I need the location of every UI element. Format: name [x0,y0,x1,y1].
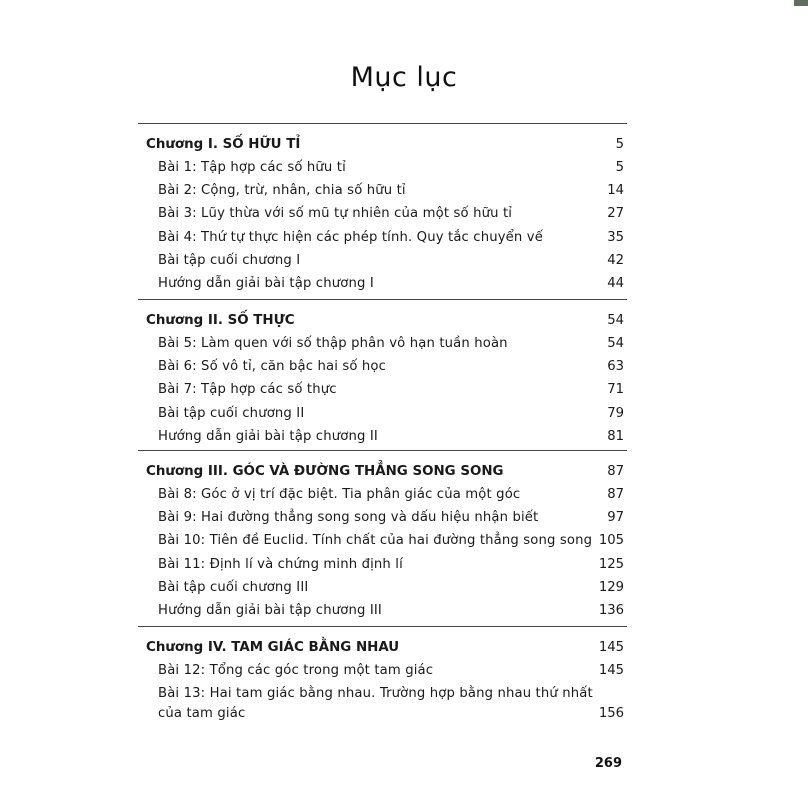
toc-lesson-row[interactable] [0,333,808,355]
chapter-page: 145 [598,640,624,655]
toc-lesson-row[interactable] [0,250,808,272]
lesson-page: 145 [598,663,624,678]
page-title: Mục lục [350,62,458,93]
toc-lesson-row[interactable] [0,273,808,295]
toc-lesson-row[interactable] [0,426,808,448]
toc-chapter-row[interactable] [0,461,808,483]
toc-chapter-row[interactable] [0,310,808,332]
lesson-title: Bài 13: Hai tam giác bằng nhau. Trường hợp bằng nhau thứ nhất [158,686,593,702]
lesson-page: 63 [607,359,624,375]
lesson-title: Bài 7: Tập hợp các số thực [158,382,337,398]
lesson-page: 54 [607,336,624,351]
lesson-page: 136 [598,603,624,618]
lesson-page: 42 [607,252,624,268]
lesson-page: 129 [598,579,624,595]
section-divider [138,123,627,124]
lesson-page: 27 [607,206,624,222]
toc-lesson-row[interactable] [0,403,808,425]
toc-lesson-row[interactable] [0,356,808,378]
lesson-page: 71 [607,382,624,398]
toc-lesson-row[interactable] [0,600,808,622]
section-divider [138,299,627,300]
toc-lesson-row[interactable] [0,577,808,599]
chapter-title: Chương III. GÓC VÀ ĐƯỜNG THẲNG SONG SONG [146,464,504,479]
toc-lesson-row[interactable] [0,683,808,705]
lesson-page: 79 [607,405,624,421]
lesson-page: 105 [598,533,624,549]
lesson-title: Bài 2: Cộng, trừ, nhân, chia số hữu tỉ [158,183,406,199]
toc-lesson-row[interactable] [0,180,808,202]
lesson-page: 87 [607,487,624,502]
chapter-title: Chương I. SỐ HỮU TỈ [146,137,301,152]
lesson-title: Bài 6: Số vô tỉ, căn bậc hai số học [158,359,387,375]
lesson-title: Hướng dẫn giải bài tập chương III [158,603,382,618]
lesson-title: Bài tập cuối chương III [158,579,309,595]
lesson-title: của tam giác [158,706,246,722]
chapter-page: 5 [615,137,624,152]
lesson-title: Hướng dẫn giải bài tập chương II [158,428,378,444]
toc-lesson-row[interactable] [0,203,808,225]
toc-lesson-row[interactable] [0,227,808,249]
lesson-title: Bài tập cuối chương I [158,252,301,268]
toc-lesson-row[interactable] [0,703,808,725]
lesson-title: Bài 3: Lũy thừa với số mũ tự nhiên của một số hữu tỉ [158,206,513,222]
lesson-page: 5 [615,160,624,175]
lesson-title: Bài tập cuối chương II [158,405,305,421]
lesson-title: Bài 9: Hai đường thẳng song song và dấu hiệu nhận biết [158,510,539,526]
chapter-title: Chương IV. TAM GIÁC BẰNG NHAU [146,640,400,655]
lesson-page: 97 [607,510,624,526]
toc-lesson-row[interactable] [0,157,808,179]
lesson-title: Bài 12: Tổng các góc trong một tam giác [158,663,434,678]
chapter-title: Chương II. SỐ THỰC [146,313,295,328]
toc-lesson-row[interactable] [0,530,808,552]
lesson-page: 44 [607,276,624,291]
chapter-page: 54 [607,313,624,328]
lesson-page: 156 [598,706,624,722]
lesson-title: Bài 1: Tập hợp các số hữu tỉ [158,160,346,175]
lesson-title: Bài 4: Thứ tự thực hiện các phép tính. Quy tắc chuyển vế [158,229,544,245]
lesson-title: Bài 8: Góc ở vị trí đặc biệt. Tia phân giác của một góc [158,487,521,502]
toc-lesson-row[interactable] [0,554,808,576]
toc-lesson-row[interactable] [0,379,808,401]
chapter-page: 87 [607,464,624,479]
toc-lesson-row[interactable] [0,484,808,506]
lesson-title: Bài 5: Làm quen với số thập phân vô hạn tuần hoàn [158,336,508,351]
toc-chapter-row[interactable] [0,637,808,659]
section-divider [138,626,627,627]
page-number: 269 [594,756,622,771]
lesson-page: 14 [607,183,624,199]
section-divider [138,450,627,451]
lesson-title: Bài 11: Định lí và chứng minh định lí [158,556,403,572]
lesson-page: 81 [607,428,624,444]
lesson-page: 125 [598,556,624,572]
lesson-title: Hướng dẫn giải bài tập chương I [158,276,374,291]
lesson-title: Bài 10: Tiên đề Euclid. Tính chất của hai đường thẳng song song [158,533,593,549]
toc-chapter-row[interactable] [0,134,808,156]
lesson-page: 35 [607,229,624,245]
toc-lesson-row[interactable] [0,507,808,529]
toc-lesson-row[interactable] [0,660,808,682]
